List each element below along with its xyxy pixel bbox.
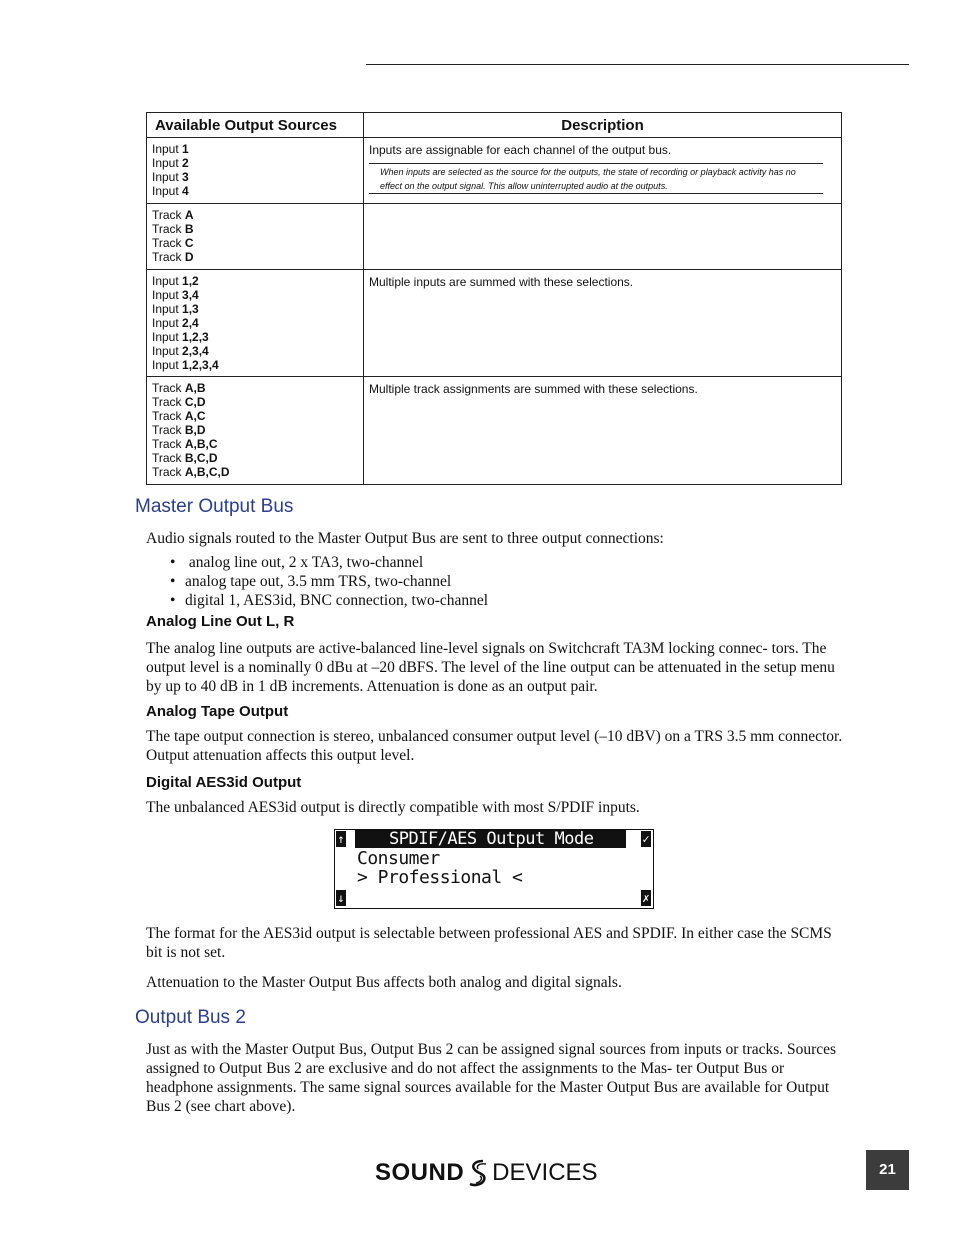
source-value: 2,3,4	[182, 344, 209, 358]
source-item	[152, 465, 357, 479]
attenuation-text: Attenuation to the Master Output Bus affects both analog and digital signals.	[146, 974, 622, 991]
source-item	[152, 236, 357, 250]
source-item	[152, 358, 357, 372]
list-item: • analog line out, 2 x TA3, two-channel	[170, 553, 488, 572]
source-item	[152, 184, 357, 198]
source-item	[152, 288, 357, 302]
source-type: Input	[152, 316, 183, 330]
source-item	[152, 302, 357, 316]
source-type: Input	[152, 358, 183, 372]
up-arrow-icon: ↑	[337, 832, 345, 846]
source-item	[152, 381, 357, 395]
format-text: The format for the AES3id output is selectable between professional AES and SPDIF. In either case the SCMS bit is not set.	[146, 925, 832, 961]
source-value: 3,4	[182, 288, 199, 302]
tape-output-text: The tape output connection is stereo, unbalanced consumer output level (–10 dBV) on a TRS 3.5 mm connector. Output attenuation affects this output level.	[146, 728, 843, 764]
master-intro: Audio signals routed to the Master Output Bus are sent to three output connections:	[146, 530, 664, 547]
source-item	[152, 344, 357, 358]
description-cell	[364, 138, 842, 204]
source-type: Track	[152, 423, 185, 437]
digital-output-text: The unbalanced AES3id output is directly compatible with most S/PDIF inputs.	[146, 799, 640, 816]
source-value: C,D	[184, 395, 206, 409]
logo-devices-text: DEVICES	[492, 1159, 598, 1186]
source-value: 2	[182, 156, 189, 170]
source-type: Track	[152, 250, 185, 264]
source-type: Input	[152, 274, 183, 288]
source-type: Input	[152, 302, 183, 316]
page-number: 21	[866, 1150, 909, 1190]
source-item	[152, 170, 357, 184]
lcd-screen	[334, 829, 654, 909]
sources-cell	[147, 138, 364, 204]
header-rule	[366, 64, 909, 65]
source-type: Track	[152, 222, 185, 236]
source-item	[152, 156, 357, 170]
source-value: 3	[182, 170, 189, 184]
lcd-option-consumer: Consumer	[357, 848, 440, 869]
output-sources-table	[146, 112, 842, 485]
heading-analog-line-out: Analog Line Out L, R	[146, 613, 295, 630]
lcd-option-professional: > Professional <	[357, 867, 523, 888]
column-header-description: Description	[364, 113, 842, 138]
source-type: Track	[152, 208, 185, 222]
source-item	[152, 395, 357, 409]
source-value: 1,2,3,4	[182, 358, 219, 372]
table-row	[147, 138, 842, 204]
sources-cell	[147, 377, 364, 485]
source-value: 1,3	[182, 302, 199, 316]
source-value: A,B,C	[184, 437, 218, 451]
table-row	[147, 270, 842, 377]
source-value: D	[184, 250, 194, 264]
source-item	[152, 409, 357, 423]
logo-sound-text: SOUND	[375, 1159, 465, 1186]
source-value: A	[184, 208, 194, 222]
output-bus-2-text: Just as with the Master Output Bus, Output Bus 2 can be assigned signal sources from inputs or tracks. Sources assigned to Output Bus 2 are exclusive and do not affect the assignments to the Mas- ter Output Bus or headphone assignments. The same signal sources available for the Master Output Bus are available for Output Bus 2 (see chart above).	[146, 1041, 837, 1115]
source-value: B	[184, 222, 194, 236]
source-type: Track	[152, 465, 185, 479]
source-type: Input	[152, 184, 183, 198]
description-cell	[364, 270, 842, 377]
source-value: 1,2,3	[182, 330, 209, 344]
source-type: Input	[152, 156, 183, 170]
source-type: Track	[152, 437, 185, 451]
source-type: Track	[152, 395, 185, 409]
lcd-menu-title: SPDIF/AES Output Mode	[355, 830, 626, 848]
source-value: A,C	[184, 409, 206, 423]
source-value: 1,2	[182, 274, 199, 288]
column-header-sources: Available Output Sources	[147, 113, 364, 138]
table-row	[147, 377, 842, 485]
table-row	[147, 204, 842, 270]
description-cell	[364, 377, 842, 485]
output-connections-list	[170, 553, 488, 610]
source-item	[152, 250, 357, 264]
list-item: • digital 1, AES3id, BNC connection, two-channel	[170, 591, 488, 610]
heading-output-bus-2: Output Bus 2	[135, 1007, 246, 1028]
source-value: 4	[182, 184, 189, 198]
source-type: Track	[152, 236, 185, 250]
source-item	[152, 208, 357, 222]
sources-cell	[147, 204, 364, 270]
source-type: Input	[152, 170, 183, 184]
heading-digital-aes3id-output: Digital AES3id Output	[146, 774, 302, 791]
line-out-text: The analog line outputs are active-balanced line-level signals on Switchcraft TA3M locking connec- tors. The output level is a nominally 0 dBu at –20 dBFS. The level of the line output can be attenuated in the setup menu by up to 40 dB in 1 dB increments. Attenuation is done as an output pair.	[146, 640, 835, 695]
source-item	[152, 451, 357, 465]
source-item	[152, 330, 357, 344]
source-type: Input	[152, 288, 183, 302]
source-value: B,C,D	[184, 451, 218, 465]
source-type: Input	[152, 142, 183, 156]
heading-master-output-bus: Master Output Bus	[135, 496, 294, 517]
source-value: 1	[182, 142, 189, 156]
list-item: • analog tape out, 3.5 mm TRS, two-channel	[170, 572, 488, 591]
source-type: Track	[152, 381, 185, 395]
source-value: A,B	[184, 381, 206, 395]
description-note: When inputs are selected as the source for the outputs, the state of recording or playback activity has no effect on the output signal. This allow uninterrupted audio at the outputs.	[369, 163, 823, 194]
source-type: Track	[152, 409, 185, 423]
down-arrow-icon: ↓	[337, 891, 345, 905]
sources-cell	[147, 270, 364, 377]
source-item	[152, 423, 357, 437]
source-value: 2,4	[182, 316, 199, 330]
description-text: Multiple track assignments are summed with these selections.	[369, 382, 698, 396]
description-cell	[364, 204, 842, 270]
heading-analog-tape-output: Analog Tape Output	[146, 703, 289, 720]
logo-swirl-icon	[466, 1158, 490, 1188]
source-type: Track	[152, 451, 185, 465]
description-text: Multiple inputs are summed with these selections.	[369, 275, 634, 289]
source-value: A,B,C,D	[184, 465, 230, 479]
source-type: Input	[152, 330, 183, 344]
source-item	[152, 142, 357, 156]
source-type: Input	[152, 344, 183, 358]
source-item	[152, 222, 357, 236]
check-icon: ✓	[642, 832, 650, 846]
source-item	[152, 437, 357, 451]
description-text: Inputs are assignable for each channel of the output bus.	[369, 143, 672, 157]
source-item	[152, 274, 357, 288]
sound-devices-logo	[375, 1157, 598, 1189]
source-value: C	[184, 236, 194, 250]
table-header-row	[147, 113, 842, 138]
source-item	[152, 316, 357, 330]
source-value: B,D	[184, 423, 206, 437]
cancel-icon: ✗	[642, 891, 650, 905]
